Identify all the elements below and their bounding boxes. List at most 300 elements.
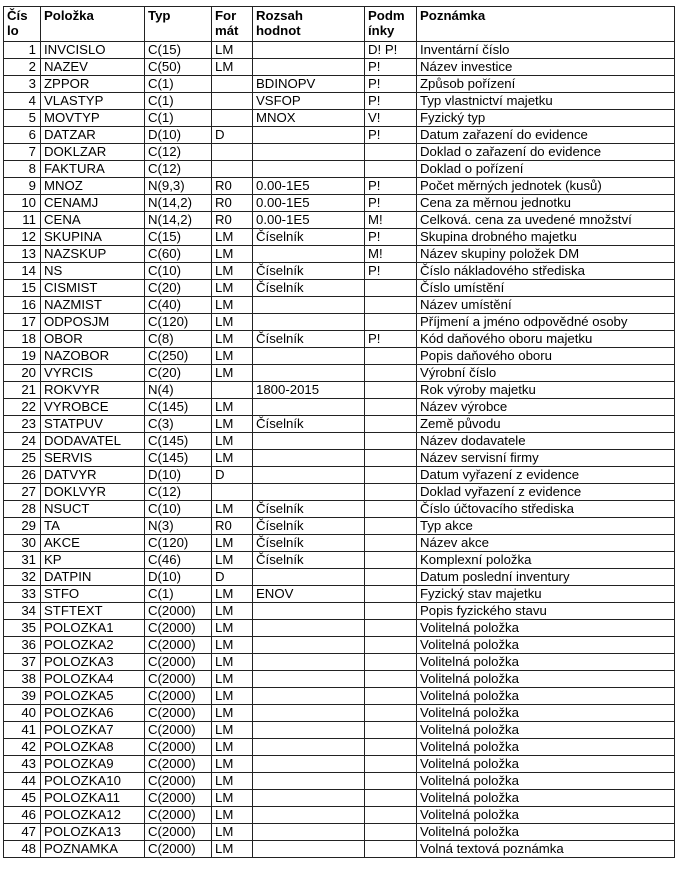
cell-typ: N(14,2) [145,212,212,229]
header-format [212,7,253,42]
cell-polozka: POLOZKA5 [41,688,145,705]
cell-polozka: SKUPINA [41,229,145,246]
cell-podminky [365,841,417,858]
cell-typ: C(145) [145,399,212,416]
table-row [4,484,675,501]
cell-poznamka: Výrobní číslo [417,365,675,382]
cell-cislo: 3 [4,76,41,93]
cell-cislo: 38 [4,671,41,688]
cell-poznamka: Název výrobce [417,399,675,416]
cell-poznamka: Kód daňového oboru majetku [417,331,675,348]
cell-cislo: 15 [4,280,41,297]
table-row [4,654,675,671]
cell-cislo: 1 [4,42,41,59]
table-row [4,637,675,654]
cell-cislo: 7 [4,144,41,161]
table-row [4,620,675,637]
cell-polozka: TA [41,518,145,535]
cell-format: LM [212,841,253,858]
cell-poznamka: Volitelná položka [417,756,675,773]
cell-typ: C(15) [145,229,212,246]
cell-podminky [365,144,417,161]
cell-polozka: DODAVATEL [41,433,145,450]
cell-rozsah [253,756,365,773]
cell-format: LM [212,263,253,280]
cell-poznamka: Celková. cena za uvedené množství [417,212,675,229]
cell-polozka: STFO [41,586,145,603]
cell-polozka: MOVTYP [41,110,145,127]
cell-polozka: DOKLZAR [41,144,145,161]
table-row [4,773,675,790]
cell-poznamka: Volitelná položka [417,671,675,688]
cell-podminky [365,297,417,314]
cell-rozsah: 0.00-1E5 [253,212,365,229]
cell-polozka: POLOZKA6 [41,705,145,722]
cell-cislo: 27 [4,484,41,501]
cell-typ: C(8) [145,331,212,348]
cell-format: LM [212,773,253,790]
cell-format: LM [212,637,253,654]
table-row [4,229,675,246]
cell-podminky: P! [365,229,417,246]
cell-typ: C(145) [145,450,212,467]
cell-cislo: 9 [4,178,41,195]
cell-cislo: 5 [4,110,41,127]
cell-typ: C(3) [145,416,212,433]
cell-typ: N(9,3) [145,178,212,195]
cell-poznamka: Volitelná položka [417,824,675,841]
table-row [4,195,675,212]
table-row [4,263,675,280]
cell-typ: C(1) [145,93,212,110]
cell-format: R0 [212,195,253,212]
table-row [4,212,675,229]
cell-typ: C(2000) [145,773,212,790]
cell-rozsah [253,484,365,501]
cell-cislo: 44 [4,773,41,790]
cell-format: LM [212,246,253,263]
cell-typ: C(10) [145,263,212,280]
cell-podminky [365,416,417,433]
cell-polozka: SERVIS [41,450,145,467]
cell-rozsah: MNOX [253,110,365,127]
cell-rozsah [253,722,365,739]
cell-cislo: 34 [4,603,41,620]
cell-poznamka: Název servisní firmy [417,450,675,467]
table-row [4,501,675,518]
table-row [4,314,675,331]
table-row [4,603,675,620]
cell-typ: N(14,2) [145,195,212,212]
cell-format [212,161,253,178]
cell-cislo: 22 [4,399,41,416]
cell-polozka: DOKLVYR [41,484,145,501]
header-format-line2: mát [215,23,239,38]
cell-format: LM [212,705,253,722]
cell-poznamka: Volitelná položka [417,654,675,671]
cell-polozka: DATVYR [41,467,145,484]
cell-format: LM [212,722,253,739]
header-podminky-line2: ínky [368,23,395,38]
cell-rozsah [253,314,365,331]
header-polozka: Položka [41,7,145,42]
cell-polozka: POZNAMKA [41,841,145,858]
cell-podminky [365,314,417,331]
cell-cislo: 41 [4,722,41,739]
cell-typ: C(2000) [145,739,212,756]
table-row [4,399,675,416]
cell-polozka: NSUCT [41,501,145,518]
header-podminky-line1: Podm [368,8,405,23]
cell-poznamka: Volitelná položka [417,722,675,739]
cell-polozka: POLOZKA2 [41,637,145,654]
cell-rozsah: Číselník [253,416,365,433]
cell-cislo: 26 [4,467,41,484]
cell-typ: D(10) [145,569,212,586]
cell-typ: C(2000) [145,688,212,705]
cell-typ: C(1) [145,76,212,93]
cell-rozsah: Číselník [253,229,365,246]
cell-polozka: ROKVYR [41,382,145,399]
table-row [4,416,675,433]
cell-format: LM [212,671,253,688]
cell-rozsah [253,671,365,688]
cell-poznamka: Datum poslední inventury [417,569,675,586]
cell-format: LM [212,790,253,807]
cell-podminky: P! [365,263,417,280]
cell-typ: C(2000) [145,722,212,739]
cell-polozka: ODPOSJM [41,314,145,331]
cell-typ: C(10) [145,501,212,518]
cell-format: LM [212,603,253,620]
cell-polozka: CENAMJ [41,195,145,212]
table-row [4,365,675,382]
cell-format [212,144,253,161]
cell-typ: C(12) [145,144,212,161]
header-rozsah-line2: hodnot [256,23,301,38]
cell-poznamka: Skupina drobného majetku [417,229,675,246]
cell-rozsah [253,603,365,620]
cell-polozka: POLOZKA11 [41,790,145,807]
cell-podminky [365,365,417,382]
cell-typ: C(120) [145,314,212,331]
cell-poznamka: Volitelná položka [417,807,675,824]
cell-podminky [365,484,417,501]
cell-typ: C(2000) [145,637,212,654]
cell-poznamka: Datum vyřazení z evidence [417,467,675,484]
cell-polozka: INVCISLO [41,42,145,59]
cell-typ: C(250) [145,348,212,365]
cell-typ: C(50) [145,59,212,76]
cell-polozka: POLOZKA13 [41,824,145,841]
header-poznamka: Poznámka [417,7,675,42]
cell-typ: C(20) [145,365,212,382]
cell-format: LM [212,620,253,637]
cell-podminky: P! [365,59,417,76]
cell-poznamka: Způsob pořízení [417,76,675,93]
cell-polozka: VLASTYP [41,93,145,110]
table-row [4,552,675,569]
cell-polozka: OBOR [41,331,145,348]
cell-polozka: NAZSKUP [41,246,145,263]
cell-polozka: CISMIST [41,280,145,297]
cell-format [212,382,253,399]
cell-cislo: 4 [4,93,41,110]
cell-typ: C(20) [145,280,212,297]
cell-rozsah [253,161,365,178]
table-row [4,688,675,705]
cell-cislo: 18 [4,331,41,348]
cell-poznamka: Popis fyzického stavu [417,603,675,620]
cell-rozsah: 0.00-1E5 [253,195,365,212]
cell-typ: C(2000) [145,790,212,807]
cell-format: LM [212,348,253,365]
cell-format: D [212,127,253,144]
cell-typ: C(2000) [145,824,212,841]
cell-typ: C(2000) [145,756,212,773]
cell-rozsah [253,246,365,263]
cell-typ: C(120) [145,535,212,552]
cell-format: LM [212,314,253,331]
cell-polozka: NAZMIST [41,297,145,314]
cell-poznamka: Fyzický stav majetku [417,586,675,603]
table-row [4,722,675,739]
table-row [4,756,675,773]
cell-cislo: 40 [4,705,41,722]
cell-rozsah [253,807,365,824]
table-row [4,569,675,586]
cell-cislo: 25 [4,450,41,467]
cell-podminky [365,280,417,297]
cell-polozka: NAZEV [41,59,145,76]
cell-podminky [365,603,417,620]
cell-rozsah [253,739,365,756]
cell-poznamka: Rok výroby majetku [417,382,675,399]
cell-podminky [365,399,417,416]
table-row [4,824,675,841]
cell-podminky: M! [365,212,417,229]
cell-cislo: 28 [4,501,41,518]
cell-format: LM [212,824,253,841]
cell-podminky [365,824,417,841]
cell-format: LM [212,739,253,756]
cell-format: LM [212,501,253,518]
table-row [4,705,675,722]
table-row [4,76,675,93]
cell-poznamka: Název dodavatele [417,433,675,450]
cell-rozsah [253,365,365,382]
cell-polozka: POLOZKA10 [41,773,145,790]
cell-rozsah [253,127,365,144]
table-row [4,671,675,688]
table-row [4,331,675,348]
cell-podminky [365,807,417,824]
cell-poznamka: Volitelná položka [417,790,675,807]
cell-rozsah [253,399,365,416]
cell-format: LM [212,416,253,433]
cell-poznamka: Datum zařazení do evidence [417,127,675,144]
table-row [4,42,675,59]
cell-polozka: ZPPOR [41,76,145,93]
cell-podminky [365,722,417,739]
table-row [4,790,675,807]
cell-cislo: 24 [4,433,41,450]
cell-typ: C(2000) [145,603,212,620]
cell-rozsah: BDINOPV [253,76,365,93]
cell-rozsah: ENOV [253,586,365,603]
cell-podminky [365,433,417,450]
cell-typ: C(40) [145,297,212,314]
cell-typ: C(2000) [145,705,212,722]
cell-poznamka: Popis daňového oboru [417,348,675,365]
cell-rozsah: Číselník [253,280,365,297]
cell-rozsah [253,297,365,314]
table-row [4,178,675,195]
cell-cislo: 45 [4,790,41,807]
cell-cislo: 2 [4,59,41,76]
cell-polozka: NAZOBOR [41,348,145,365]
header-cislo-line1: Čís [7,8,28,23]
cell-podminky [365,382,417,399]
cell-format: LM [212,433,253,450]
cell-podminky [365,739,417,756]
cell-polozka: CENA [41,212,145,229]
cell-poznamka: Fyzický typ [417,110,675,127]
cell-podminky [365,467,417,484]
cell-podminky [365,518,417,535]
cell-format [212,110,253,127]
cell-rozsah [253,688,365,705]
cell-podminky [365,637,417,654]
cell-typ: C(12) [145,161,212,178]
cell-cislo: 29 [4,518,41,535]
cell-polozka: POLOZKA8 [41,739,145,756]
cell-typ: C(2000) [145,671,212,688]
header-format-line1: For [215,8,237,23]
cell-rozsah [253,433,365,450]
cell-cislo: 33 [4,586,41,603]
cell-format: LM [212,59,253,76]
table-row [4,739,675,756]
cell-rozsah [253,637,365,654]
cell-podminky: P! [365,76,417,93]
cell-rozsah [253,790,365,807]
cell-rozsah [253,467,365,484]
cell-polozka: NS [41,263,145,280]
cell-typ: C(12) [145,484,212,501]
cell-rozsah: Číselník [253,263,365,280]
cell-polozka: AKCE [41,535,145,552]
cell-format: LM [212,535,253,552]
cell-podminky: V! [365,110,417,127]
cell-poznamka: Země původu [417,416,675,433]
cell-cislo: 8 [4,161,41,178]
table-row [4,450,675,467]
cell-typ: C(145) [145,433,212,450]
cell-poznamka: Volitelná položka [417,688,675,705]
cell-poznamka: Název investice [417,59,675,76]
cell-podminky [365,161,417,178]
cell-cislo: 35 [4,620,41,637]
cell-typ: C(1) [145,110,212,127]
cell-cislo: 12 [4,229,41,246]
cell-cislo: 21 [4,382,41,399]
cell-polozka: FAKTURA [41,161,145,178]
cell-cislo: 32 [4,569,41,586]
cell-cislo: 20 [4,365,41,382]
cell-poznamka: Doklad o zařazení do evidence [417,144,675,161]
cell-poznamka: Číslo účtovacího střediska [417,501,675,518]
cell-format: LM [212,399,253,416]
cell-polozka: MNOZ [41,178,145,195]
cell-polozka: STATPUV [41,416,145,433]
cell-podminky [365,688,417,705]
cell-format [212,484,253,501]
cell-rozsah: Číselník [253,518,365,535]
table-row [4,93,675,110]
cell-poznamka: Příjmení a jméno odpovědné osoby [417,314,675,331]
cell-polozka: VYRCIS [41,365,145,382]
cell-format: LM [212,654,253,671]
cell-podminky [365,569,417,586]
cell-polozka: POLOZKA1 [41,620,145,637]
cell-format [212,76,253,93]
cell-format: LM [212,331,253,348]
table-body [4,42,675,858]
cell-cislo: 47 [4,824,41,841]
field-definition-table [3,6,675,858]
table-row [4,807,675,824]
cell-rozsah [253,841,365,858]
cell-poznamka: Typ akce [417,518,675,535]
cell-cislo: 37 [4,654,41,671]
cell-rozsah [253,654,365,671]
cell-podminky [365,773,417,790]
cell-cislo: 43 [4,756,41,773]
cell-rozsah [253,59,365,76]
cell-polozka: DATZAR [41,127,145,144]
table-row [4,518,675,535]
cell-poznamka: Volitelná položka [417,773,675,790]
cell-cislo: 11 [4,212,41,229]
cell-cislo: 30 [4,535,41,552]
cell-format: R0 [212,178,253,195]
cell-rozsah [253,348,365,365]
cell-podminky: P! [365,331,417,348]
cell-podminky [365,790,417,807]
cell-typ: C(46) [145,552,212,569]
cell-podminky [365,705,417,722]
cell-poznamka: Typ vlastnictví majetku [417,93,675,110]
cell-polozka: POLOZKA7 [41,722,145,739]
cell-cislo: 31 [4,552,41,569]
cell-typ: D(10) [145,127,212,144]
cell-podminky: P! [365,93,417,110]
cell-poznamka: Volná textová poznámka [417,841,675,858]
cell-rozsah [253,620,365,637]
cell-poznamka: Doklad vyřazení z evidence [417,484,675,501]
cell-polozka: STFTEXT [41,603,145,620]
cell-podminky [365,620,417,637]
cell-polozka: POLOZKA4 [41,671,145,688]
cell-podminky [365,586,417,603]
table-row [4,297,675,314]
table-row [4,246,675,263]
table-row [4,161,675,178]
cell-rozsah: VSFOP [253,93,365,110]
cell-poznamka: Volitelná položka [417,637,675,654]
cell-rozsah [253,824,365,841]
